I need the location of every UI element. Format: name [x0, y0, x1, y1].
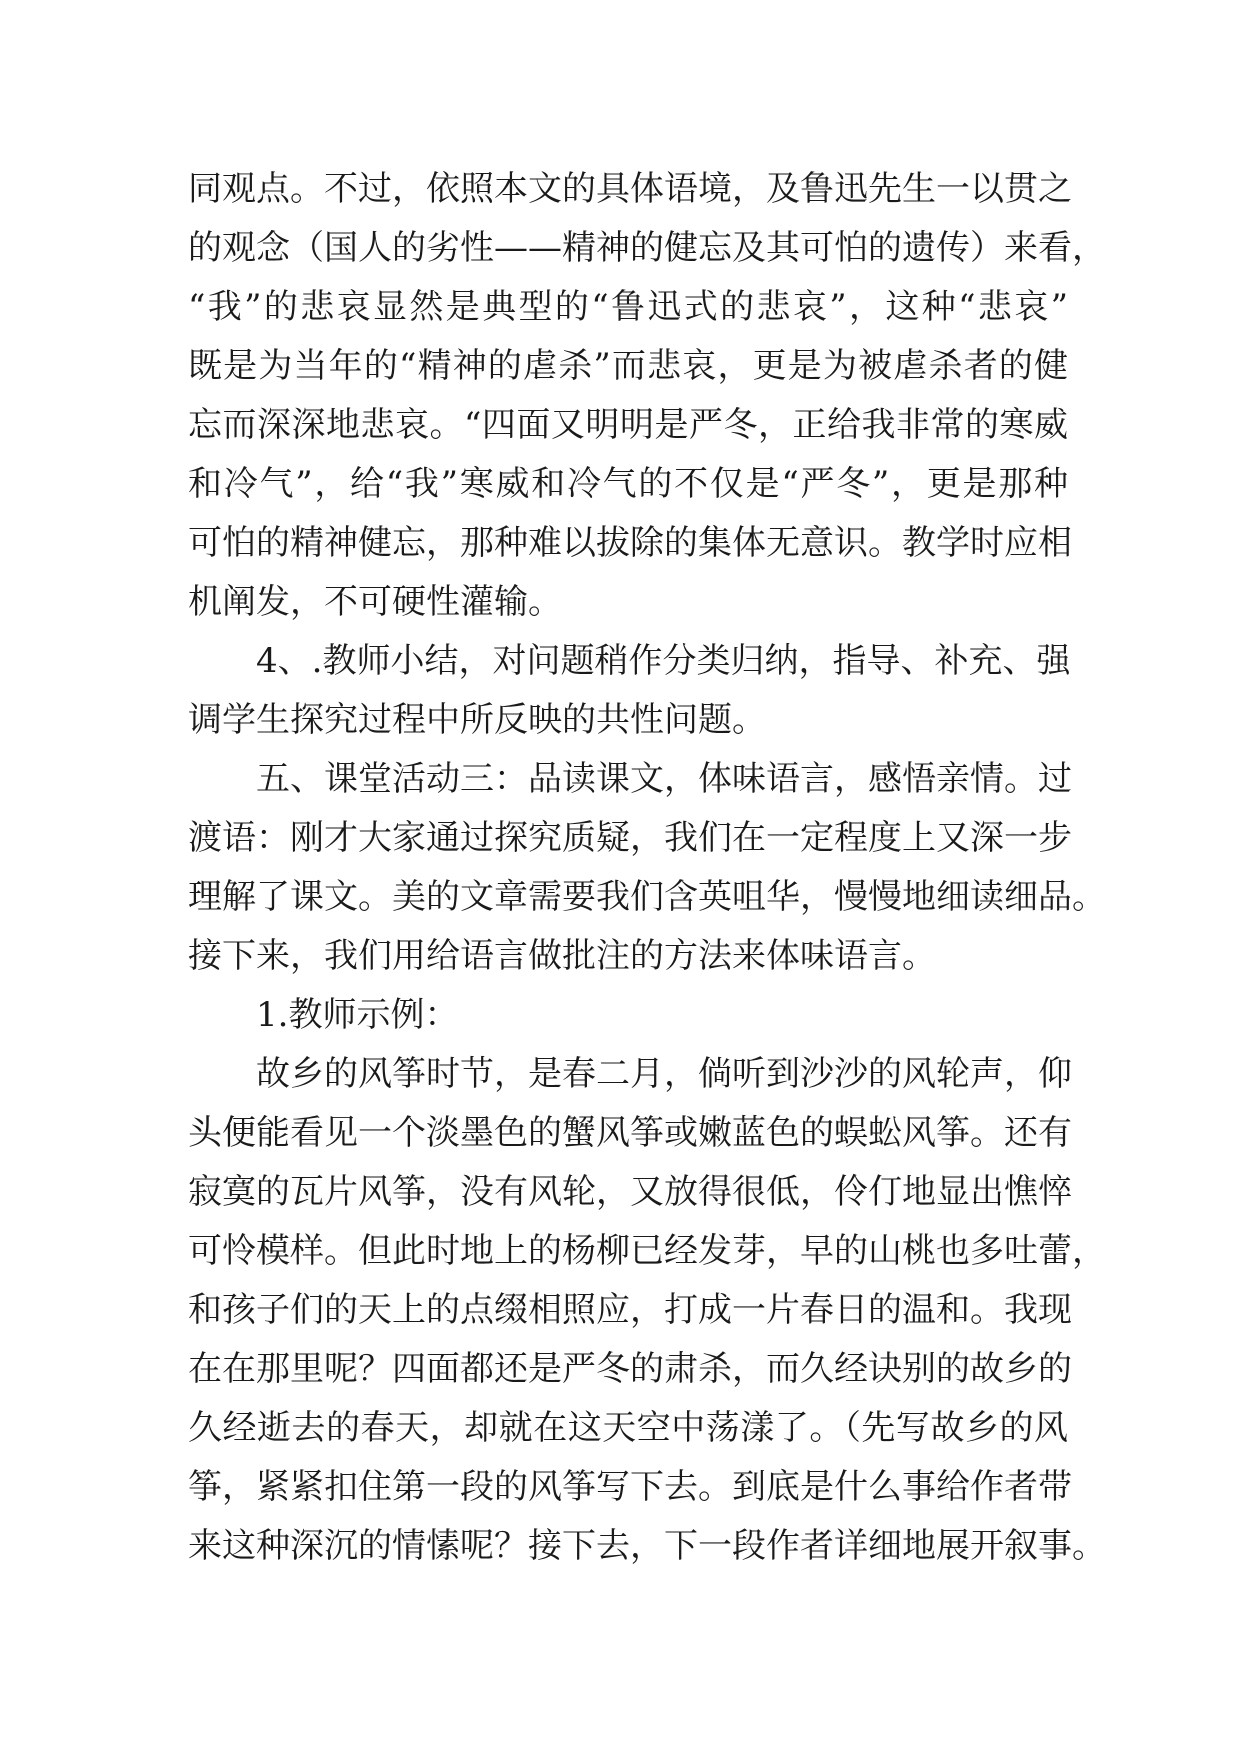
- text-line: 理解了课文。美的文章需要我们含英咀华，慢慢地细读细品。: [188, 877, 1106, 917]
- text-line: 久经逝去的春天，却就在这天空中荡漾了。（先写故乡的风: [188, 1408, 1068, 1448]
- text-line: 忘而深深地悲哀。“四面又明明是严冬，正给我非常的寒威: [188, 405, 1068, 445]
- text-line: 和孩子们的天上的点缀相照应，打成一片春日的温和。我现: [188, 1290, 1072, 1330]
- text-line: 故乡的风筝时节，是春二月，倘听到沙沙的风轮声，仰: [256, 1054, 1072, 1094]
- text-line: 寂寞的瓦片风筝，没有风轮，又放得很低，伶仃地显出憔悴: [188, 1172, 1072, 1212]
- text-line: 同观点。不过，依照本文的具体语境，及鲁迅先生一以贯之: [188, 169, 1072, 209]
- text-line: 的观念（国人的劣性——精神的健忘及其可怕的遗传）来看，: [188, 228, 1106, 268]
- text-line: 筝，紧紧扣住第一段的风筝写下去。到底是什么事给作者带: [188, 1467, 1072, 1507]
- text-line: 既是为当年的“精神的虐杀”而悲哀，更是为被虐杀者的健: [188, 346, 1068, 386]
- text-line: 可怜模样。但此时地上的杨柳已经发芽，早的山桃也多吐蕾，: [188, 1231, 1106, 1271]
- text-line: 头便能看见一个淡墨色的蟹风筝或嫩蓝色的蜈蚣风筝。还有: [188, 1113, 1072, 1153]
- text-line: 五、课堂活动三：品读课文，体味语言，感悟亲情。过: [256, 759, 1072, 799]
- text-line: “我”的悲哀显然是典型的“鲁迅式的悲哀”，这种“悲哀”: [188, 287, 1068, 327]
- text-line: 在在那里呢？四面都还是严冬的肃杀，而久经诀别的故乡的: [188, 1349, 1072, 1389]
- text-line: 来这种深沉的情愫呢？接下去，下一段作者详细地展开叙事。: [188, 1526, 1106, 1566]
- text-line: 接下来，我们用给语言做批注的方法来体味语言。: [188, 936, 936, 976]
- document-body: [188, 160, 1106, 1576]
- text-line: 渡语：刚才大家通过探究质疑，我们在一定程度上又深一步: [188, 818, 1072, 858]
- text-line: 调学生探究过程中所反映的共性问题。: [188, 700, 766, 740]
- text-line: 1.教师示例：: [256, 995, 459, 1035]
- text-line: 和冷气”，给“我”寒威和冷气的不仅是“严冬”，更是那种: [188, 464, 1068, 504]
- text-line: 机阐发，不可硬性灌输。: [188, 582, 562, 622]
- text-line: 可怕的精神健忘，那种难以拔除的集体无意识。教学时应相: [188, 523, 1072, 563]
- text-line: 4、.教师小结，对问题稍作分类归纳，指导、补充、强: [256, 641, 1071, 681]
